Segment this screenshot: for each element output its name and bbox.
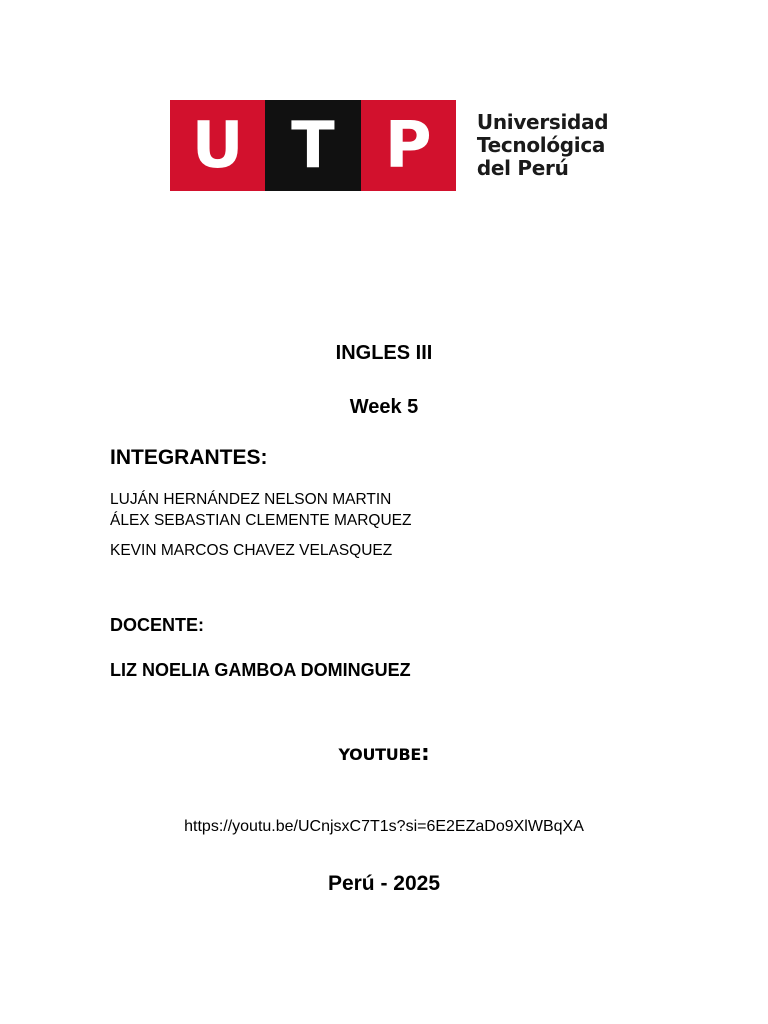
youtube-link[interactable]: https://youtu.be/UCnjsxC7T1s?si=6E2EZaDo9XlWBqXA	[184, 818, 584, 835]
logo-university-name	[477, 111, 608, 180]
course-title: INGLES III	[335, 342, 433, 364]
logo-name-line-2: Tecnológica	[476, 133, 606, 157]
utp-logo	[170, 100, 608, 191]
logo-letter-u: U	[170, 100, 265, 191]
member-name-2: ÁLEX SEBASTIAN CLEMENTE MARQUEZ	[110, 512, 412, 529]
logo-letter-t: T	[265, 100, 360, 191]
logo-name-line-3: del Perú	[476, 156, 569, 180]
footer-place-year: Perú - 2025	[327, 872, 441, 895]
teacher-heading: DOCENTE:	[110, 615, 204, 635]
members-heading: INTEGRANTES:	[110, 446, 268, 469]
member-name-1: LUJÁN HERNÁNDEZ NELSON MARTIN	[110, 491, 392, 508]
week-title: Week 5	[349, 396, 419, 418]
teacher-name: LIZ NOELIA GAMBOA DOMINGUEZ	[110, 660, 411, 680]
youtube-label: YOUTUBE	[338, 745, 422, 764]
logo-name-line-1: Universidad	[476, 110, 609, 134]
youtube-colon: :	[421, 741, 430, 766]
logo-letter-p: P	[361, 100, 456, 191]
youtube-label-row	[0, 741, 768, 766]
logo-letter-blocks	[170, 100, 456, 191]
member-name-3: KEVIN MARCOS CHAVEZ VELASQUEZ	[110, 542, 393, 559]
